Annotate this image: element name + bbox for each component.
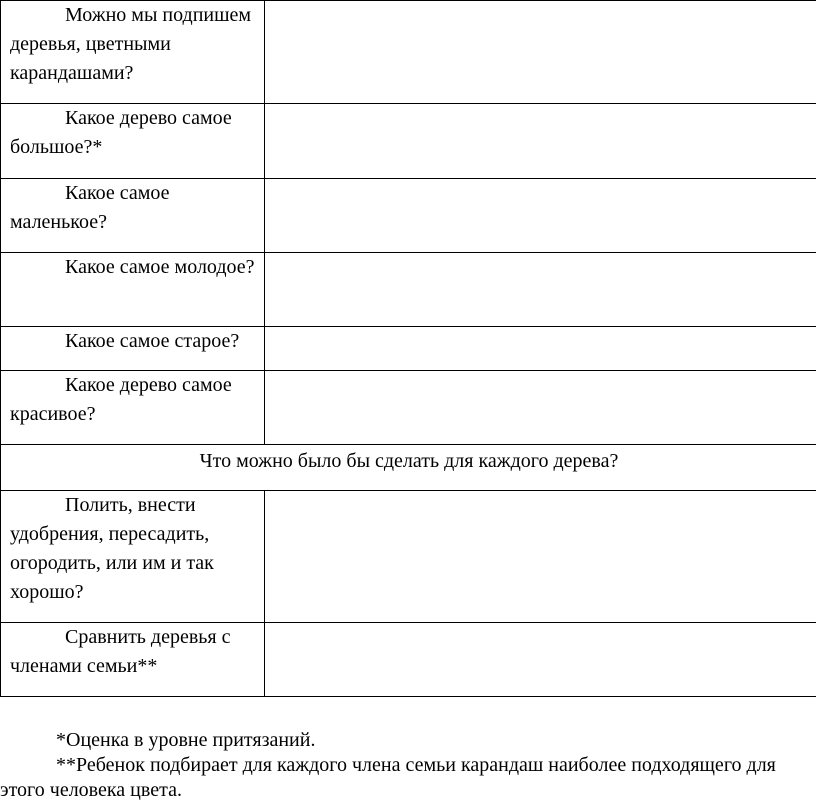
question-cell (1, 371, 265, 445)
answer-cell (265, 371, 816, 445)
question-text: Сравнить деревья с членами семьи** (10, 623, 260, 681)
question-cell (1, 491, 265, 623)
table-row (1, 104, 816, 179)
table-row (1, 491, 816, 623)
footnote-1: *Оценка в уровне притязаний. (0, 725, 816, 753)
question-text: Можно мы подпишем деревья, цветными карандашами? (10, 1, 260, 88)
footnote-2: **Ребенок подбирает для каждого члена семьи карандаш наиболее подходящего для этого человека цвета. (0, 753, 816, 803)
table-row (1, 179, 816, 253)
question-cell (1, 623, 265, 697)
table-row-section (1, 445, 816, 491)
table-row (1, 371, 816, 445)
question-cell (1, 253, 265, 327)
question-text: Какое самое маленькое? (10, 179, 260, 237)
question-text: Какое самое молодое? (10, 253, 260, 282)
answer-cell (265, 253, 816, 327)
answer-cell (265, 491, 816, 623)
footnotes (0, 725, 816, 803)
table-row (1, 253, 816, 327)
answer-cell (265, 327, 816, 371)
answer-cell (265, 1, 816, 104)
question-text: Какое самое старое? (10, 327, 260, 356)
answer-cell (265, 104, 816, 179)
question-text: Какое дерево самое большое?* (10, 104, 260, 162)
answer-cell (265, 179, 816, 253)
question-cell (1, 104, 265, 179)
question-text: Какое дерево самое красивое? (10, 371, 260, 429)
section-header: Что можно было бы сделать для каждого дерева? (1, 445, 816, 491)
table-row (1, 1, 816, 104)
table-row (1, 327, 816, 371)
question-cell (1, 1, 265, 104)
question-cell (1, 327, 265, 371)
question-text: Полить, внести удобрения, пересадить, огородить, или им и так хорошо? (10, 491, 260, 607)
table-row (1, 623, 816, 697)
question-cell (1, 179, 265, 253)
answer-cell (265, 623, 816, 697)
